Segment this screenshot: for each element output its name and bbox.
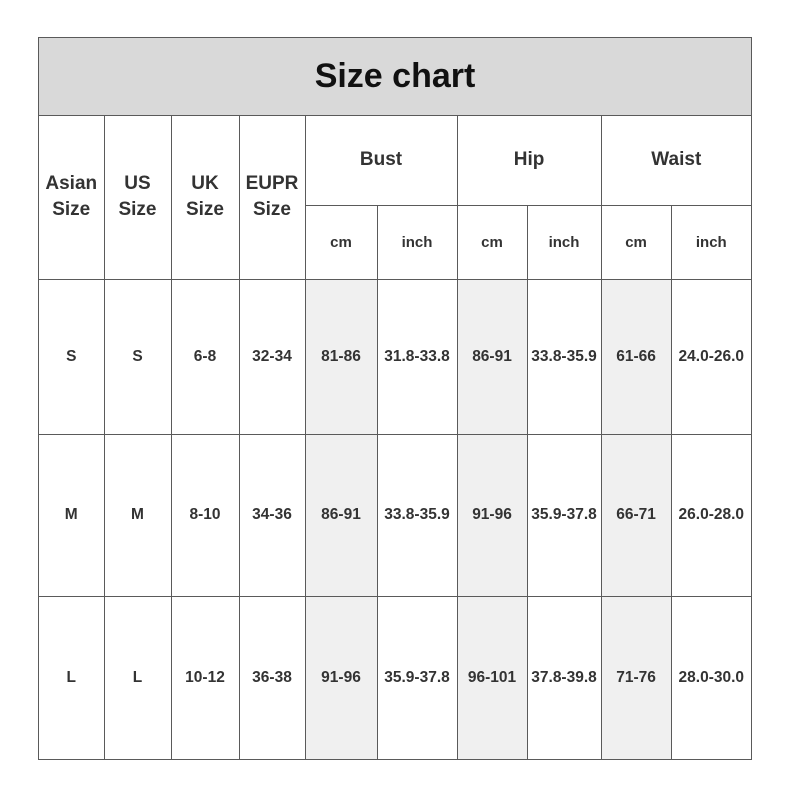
cell-bust-inch: 35.9-37.8 [377, 596, 457, 759]
cell-asian-size: L [39, 596, 104, 759]
size-chart-title: Size chart [39, 38, 751, 116]
unit-waist-inch: inch [671, 205, 751, 279]
cell-bust-cm: 81-86 [305, 279, 377, 434]
cell-eupr-size: 36-38 [239, 596, 305, 759]
cell-waist-cm: 61-66 [601, 279, 671, 434]
unit-bust-inch: inch [377, 205, 457, 279]
cell-hip-inch: 33.8-35.9 [527, 279, 601, 434]
cell-hip-cm: 91-96 [457, 434, 527, 596]
size-chart [38, 37, 752, 760]
header-us-size: US Size [104, 115, 171, 279]
unit-waist-cm: cm [601, 205, 671, 279]
cell-waist-inch: 24.0-26.0 [671, 279, 751, 434]
header-eupr-size: EUPR Size [239, 115, 305, 279]
cell-hip-cm: 96-101 [457, 596, 527, 759]
table-row [39, 279, 751, 434]
header-waist: Waist [601, 115, 751, 205]
header-row-groups [39, 115, 751, 205]
cell-bust-cm: 86-91 [305, 434, 377, 596]
unit-hip-inch: inch [527, 205, 601, 279]
header-bust: Bust [305, 115, 457, 205]
cell-waist-inch: 28.0-30.0 [671, 596, 751, 759]
cell-bust-inch: 31.8-33.8 [377, 279, 457, 434]
cell-uk-size: 10-12 [171, 596, 239, 759]
cell-us-size: S [104, 279, 171, 434]
size-table [39, 115, 751, 759]
table-row [39, 434, 751, 596]
cell-us-size: L [104, 596, 171, 759]
cell-hip-cm: 86-91 [457, 279, 527, 434]
cell-eupr-size: 34-36 [239, 434, 305, 596]
cell-bust-inch: 33.8-35.9 [377, 434, 457, 596]
unit-hip-cm: cm [457, 205, 527, 279]
cell-waist-cm: 66-71 [601, 434, 671, 596]
cell-waist-cm: 71-76 [601, 596, 671, 759]
cell-asian-size: M [39, 434, 104, 596]
cell-asian-size: S [39, 279, 104, 434]
header-uk-size: UK Size [171, 115, 239, 279]
cell-bust-cm: 91-96 [305, 596, 377, 759]
cell-waist-inch: 26.0-28.0 [671, 434, 751, 596]
table-row [39, 596, 751, 759]
unit-bust-cm: cm [305, 205, 377, 279]
cell-eupr-size: 32-34 [239, 279, 305, 434]
header-hip: Hip [457, 115, 601, 205]
cell-hip-inch: 37.8-39.8 [527, 596, 601, 759]
cell-uk-size: 6-8 [171, 279, 239, 434]
cell-us-size: M [104, 434, 171, 596]
cell-hip-inch: 35.9-37.8 [527, 434, 601, 596]
cell-uk-size: 8-10 [171, 434, 239, 596]
header-asian-size: Asian Size [39, 115, 104, 279]
